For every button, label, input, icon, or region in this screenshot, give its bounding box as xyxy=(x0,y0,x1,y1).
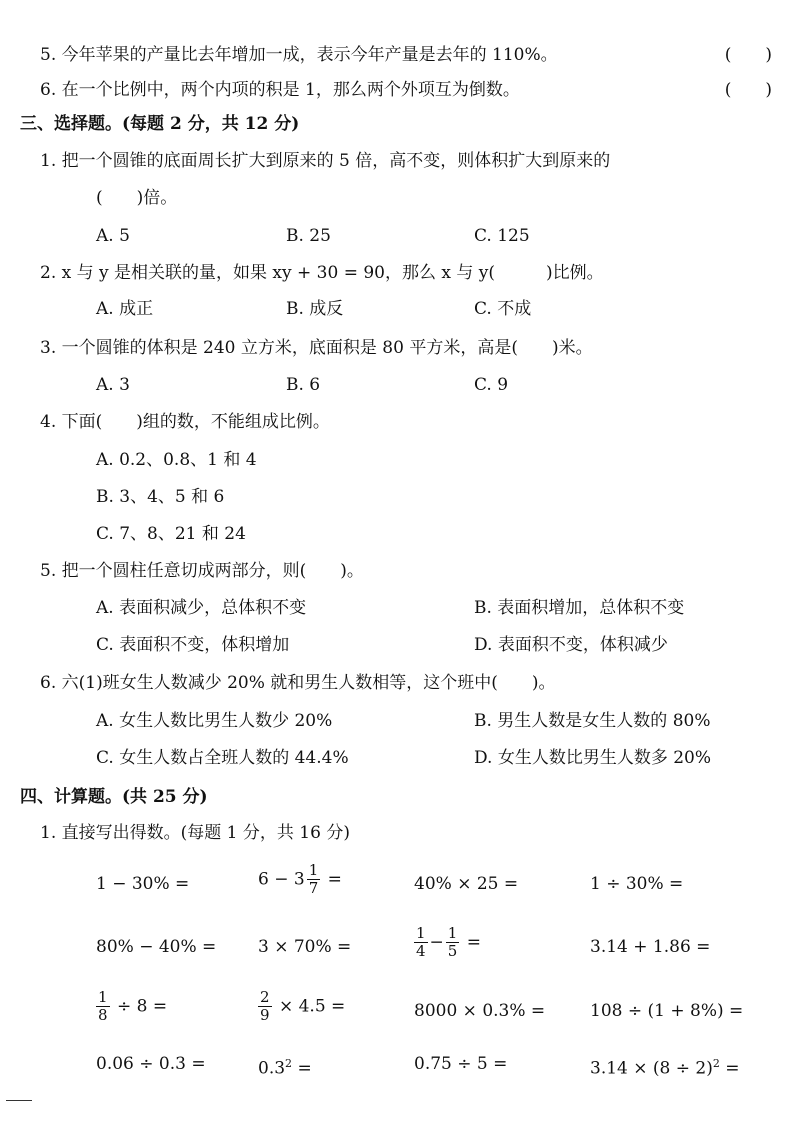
choice-q6-text: 6. 六(1)班女生人数减少 20% 就和男生人数相等，这个班中( )。 xyxy=(40,673,556,693)
page-footer-rule xyxy=(6,1100,32,1101)
calc-r4-c2-equals: = xyxy=(292,1058,312,1079)
calc-r2-c3-equals: = xyxy=(466,932,481,953)
calc-r3-c1 xyxy=(94,989,167,1024)
calc-r3-c1-fraction xyxy=(96,989,110,1024)
choice-q1-option-a[interactable]: A. 5 xyxy=(96,226,130,246)
calc-r4-c2-base: 0.3 xyxy=(258,1058,286,1079)
judge-item-6-blank[interactable]: ( ) xyxy=(724,80,772,100)
judge-item-5-text: 5. 今年苹果的产量比去年增加一成，表示今年产量是去年的 110%。 xyxy=(40,45,558,65)
calc-r2-c1: 80% − 40% = xyxy=(96,937,217,957)
fraction-numerator: 1 xyxy=(416,924,426,942)
calc-r2-c4: 3.14 + 1.86 = xyxy=(590,937,711,957)
calc-r1-c3: 40% × 25 = xyxy=(414,874,519,894)
calc-r4-c2-exponent: 2 xyxy=(285,1057,293,1070)
calc-r4-c1: 0.06 ÷ 0.3 = xyxy=(96,1054,206,1074)
judge-item-5 xyxy=(40,44,558,66)
choice-q5-text: 5. 把一个圆柱任意切成两部分，则( )。 xyxy=(40,561,364,581)
choice-q4-text: 4. 下面( )组的数，不能组成比例。 xyxy=(40,412,330,432)
calc-r3-c4: 108 ÷ (1 + 8%) = xyxy=(590,1001,744,1021)
choice-section-heading: 三、选择题。(每题 2 分，共 12 分) xyxy=(20,114,300,134)
choice-q1-option-c[interactable]: C. 125 xyxy=(474,226,530,246)
choice-q1-line2: ( )倍。 xyxy=(96,188,178,208)
calc-r1-c2-equals: = xyxy=(327,869,342,890)
choice-q3-option-a[interactable]: A. 3 xyxy=(96,375,130,395)
fraction-denominator: 5 xyxy=(447,942,458,960)
choice-q5-option-d[interactable]: D. 表面积不变，体积减少 xyxy=(474,635,668,655)
calc-r3-c1-tail: ÷ 8 = xyxy=(116,996,168,1017)
calc-r4-c4-base: 3.14 × (8 ÷ 2) xyxy=(590,1058,713,1079)
choice-q6-option-c[interactable]: C. 女生人数占全班人数的 44.4% xyxy=(96,748,349,768)
choice-q5-option-a[interactable]: A. 表面积减少，总体积不变 xyxy=(96,598,307,618)
choice-q3-option-b[interactable]: B. 6 xyxy=(286,375,321,395)
calc-r4-c2 xyxy=(258,1053,312,1080)
choice-q3-option-c[interactable]: C. 9 xyxy=(474,375,509,395)
choice-q2-text: 2. x 与 y 是相关联的量，如果 xy + 30 = 90，那么 x 与 y( )比例。 xyxy=(40,263,604,283)
fraction-numerator: 2 xyxy=(260,988,270,1006)
calc-section-heading: 四、计算题。(共 25 分) xyxy=(20,787,208,807)
fraction-denominator: 7 xyxy=(308,879,319,897)
choice-q2-option-a[interactable]: A. 成正 xyxy=(96,299,154,319)
choice-q4-option-b[interactable]: B. 3、4、5 和 6 xyxy=(96,487,225,507)
calc-r4-c4 xyxy=(590,1053,740,1080)
calc-r3-c2-tail: × 4.5 = xyxy=(278,996,346,1017)
choice-q2-option-c[interactable]: C. 不成 xyxy=(474,299,532,319)
calc-r3-c3: 8000 × 0.3% = xyxy=(414,1001,546,1021)
calc-r1-c2-fraction xyxy=(307,862,321,897)
calc-r4-c4-equals: = xyxy=(719,1058,740,1079)
calc-r2-c3 xyxy=(412,925,481,960)
choice-q1-option-b[interactable]: B. 25 xyxy=(286,226,331,246)
choice-q5-option-c[interactable]: C. 表面积不变，体积增加 xyxy=(96,635,290,655)
calc-r1-c2-whole: 6 − 3 xyxy=(258,869,305,890)
judge-item-6-text: 6. 在一个比例中，两个内项的积是 1，那么两个外项互为倒数。 xyxy=(40,80,520,100)
choice-q6-option-b[interactable]: B. 男生人数是女生人数的 80% xyxy=(474,711,711,731)
judge-item-6 xyxy=(40,79,520,101)
calc-r1-c4: 1 ÷ 30% = xyxy=(590,874,684,894)
calc-r4-c4-exponent: 2 xyxy=(712,1057,720,1070)
choice-q4-option-c[interactable]: C. 7、8、21 和 24 xyxy=(96,524,246,544)
fraction-denominator: 8 xyxy=(98,1006,108,1024)
calc-r2-c3-fraction-1 xyxy=(414,925,428,960)
fraction-numerator: 1 xyxy=(98,988,108,1006)
choice-q4-option-a[interactable]: A. 0.2、0.8、1 和 4 xyxy=(96,450,257,470)
fraction-denominator: 4 xyxy=(416,942,426,960)
choice-q2-option-b[interactable]: B. 成反 xyxy=(286,299,344,319)
calc-r1-c1: 1 − 30% = xyxy=(96,874,190,894)
calc-r2-c3-operator: − xyxy=(429,932,444,953)
calc-r1-c2 xyxy=(258,862,342,897)
choice-q6-option-a[interactable]: A. 女生人数比男生人数少 20% xyxy=(96,711,333,731)
fraction-numerator: 1 xyxy=(447,924,458,942)
choice-q6-option-d[interactable]: D. 女生人数比男生人数多 20% xyxy=(474,748,712,768)
judge-item-5-blank[interactable]: ( ) xyxy=(724,45,772,65)
calc-r3-c2 xyxy=(256,989,345,1024)
calc-r2-c3-fraction-2 xyxy=(446,925,460,960)
choice-q3-text: 3. 一个圆锥的体积是 240 立方米，底面积是 80 平方米，高是( )米。 xyxy=(40,338,593,358)
fraction-numerator: 1 xyxy=(308,861,319,879)
calc-r4-c3: 0.75 ÷ 5 = xyxy=(414,1054,508,1074)
calc-r2-c2: 3 × 70% = xyxy=(258,937,352,957)
calc-r3-c2-fraction xyxy=(258,989,272,1024)
calc-sub-heading-1: 1. 直接写出得数。(每题 1 分，共 16 分) xyxy=(40,823,350,843)
choice-q5-option-b[interactable]: B. 表面积增加，总体积不变 xyxy=(474,598,685,618)
fraction-denominator: 9 xyxy=(260,1006,270,1024)
choice-q1-line1: 1. 把一个圆锥的底面周长扩大到原来的 5 倍，高不变，则体积扩大到原来的 xyxy=(40,151,611,171)
